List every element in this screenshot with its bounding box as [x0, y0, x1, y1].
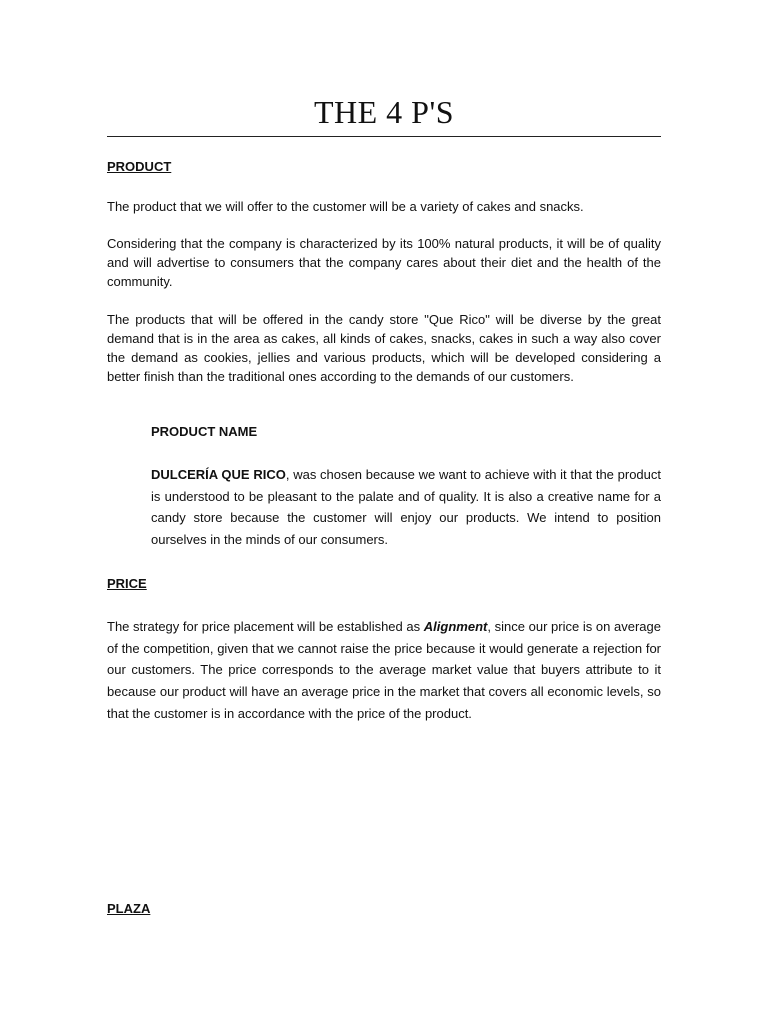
title-divider	[107, 136, 661, 137]
product-name-paragraph	[151, 464, 661, 551]
price-text-start: The strategy for price placement will be established as	[107, 619, 424, 634]
product-paragraph-3: The products that will be offered in the candy store "Que Rico" will be diverse by the great demand that is in the area as cakes, all kinds of cakes, snacks, cakes in such a way also cover the demand as cookies, jellies and various products, which will be developed considering a better finish than the traditional ones according to the demands of our customers.	[107, 312, 661, 384]
section-heading-price: PRICE	[107, 576, 147, 591]
price-strategy-emphasis: Alignment	[423, 619, 488, 634]
price-text-end: , since our price is on average of the competition, given that we cannot raise the price because it would generate a rejection for our customers. The price corresponds to the average market value that buyers attribute to it because our product will have an average price in the market that covers all economic levels, so that the customer is in accordance with the price of the product.	[107, 619, 661, 721]
price-paragraph	[107, 616, 661, 725]
product-name-bold: DULCERÍA QUE RICO	[151, 467, 286, 482]
document-title: THE 4 P'S	[313, 94, 455, 130]
product-paragraph-2: Considering that the company is characterized by its 100% natural products, it will be of quality and will advertise to consumers that the company cares about their diet and the health of the community.	[107, 236, 661, 289]
subsection-heading-product-name: PRODUCT NAME	[151, 424, 258, 439]
section-heading-plaza: PLAZA	[107, 901, 151, 916]
section-heading-product: PRODUCT	[107, 159, 172, 174]
product-paragraph-1: The product that we will offer to the customer will be a variety of cakes and snacks.	[107, 199, 584, 214]
product-name-text: , was chosen because we want to achieve with it that the product is understood to be pleasant to the palate and of quality. It is also a creative name for a candy store because the customer will enjoy our products. We intend to position ourselves in the minds of our consumers.	[151, 467, 662, 548]
